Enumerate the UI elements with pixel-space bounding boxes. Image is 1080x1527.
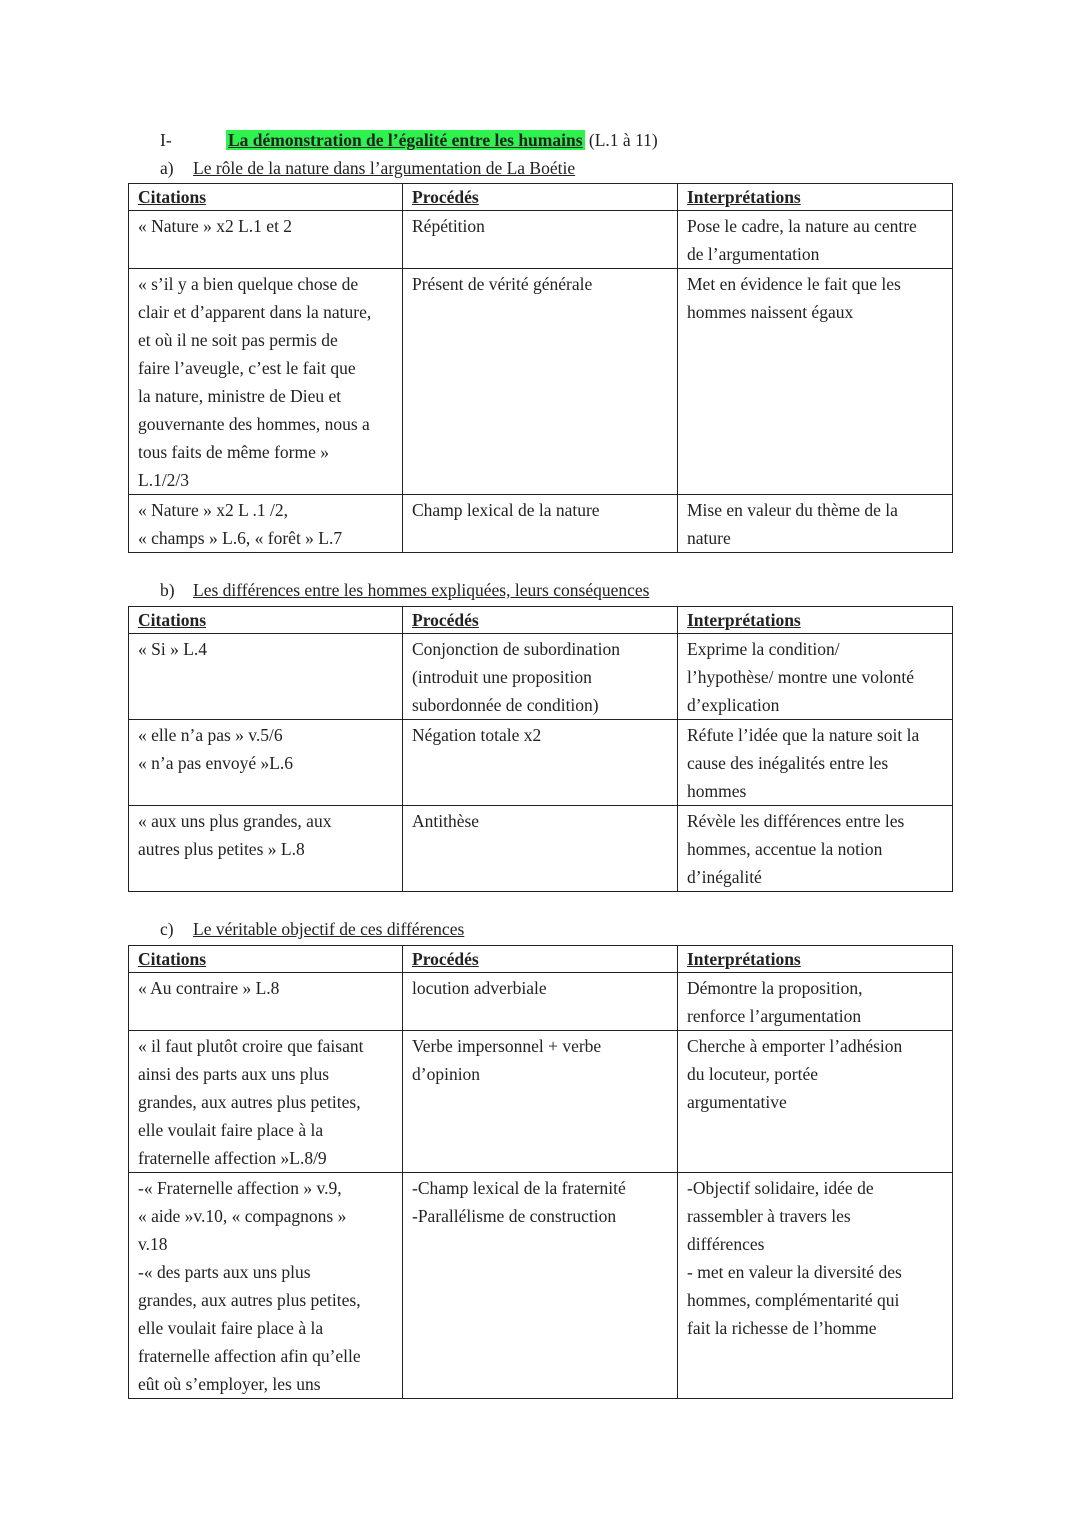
- cell-text-line: v.18: [138, 1234, 168, 1254]
- procede-cell: [403, 806, 678, 892]
- cell-text-line: Cherche à emporter l’adhésion: [687, 1036, 903, 1056]
- cell-text-line: d’explication: [687, 695, 780, 715]
- citation-cell: [129, 720, 403, 806]
- cell-text-line: grandes, aux autres plus petites,: [138, 1092, 361, 1112]
- table-row: [129, 634, 953, 720]
- cell-text-line: rassembler à travers les: [687, 1206, 851, 1226]
- interpretation-cell: [678, 1031, 953, 1173]
- table-row: [129, 269, 953, 495]
- cell-text-line: Antithèse: [412, 811, 480, 831]
- interpretation-cell: [678, 973, 953, 1031]
- cell-text-line: -Objectif solidaire, idée de: [687, 1178, 874, 1198]
- header-interpretations: Interprétations: [678, 946, 953, 973]
- header-citations: Citations: [129, 184, 403, 211]
- section-lines-ref: (L.1 à 11): [588, 130, 658, 150]
- cell-text-line: hommes, accentue la notion: [687, 839, 883, 859]
- cell-text-line: Met en évidence le fait que les: [687, 274, 901, 294]
- cell-text-line: ainsi des parts aux uns plus: [138, 1064, 330, 1084]
- interpretation-cell: [678, 495, 953, 553]
- procede-cell: [403, 634, 678, 720]
- table-row: [129, 211, 953, 269]
- cell-text-line: « champs » L.6, « forêt » L.7: [138, 528, 343, 548]
- header-citations: Citations: [129, 607, 403, 634]
- cell-text-line: - met en valeur la diversité des: [687, 1262, 902, 1282]
- cell-text-line: -« Fraternelle affection » v.9,: [138, 1178, 342, 1198]
- cell-text-line: « Nature » x2 L .1 /2,: [138, 500, 289, 520]
- cell-text-line: « s’il y a bien quelque chose de: [138, 274, 359, 294]
- citation-cell: [129, 495, 403, 553]
- cell-text-line: Démontre la proposition,: [687, 978, 863, 998]
- cell-text-line: « aux uns plus grandes, aux: [138, 811, 332, 831]
- cell-text-line: d’opinion: [412, 1064, 481, 1084]
- table-part-a: [128, 183, 953, 553]
- cell-text-line: -Parallélisme de construction: [412, 1206, 617, 1226]
- interpretation-cell: [678, 720, 953, 806]
- cell-text-line: du locuteur, portée: [687, 1064, 818, 1084]
- cell-text-line: Mise en valeur du thème de la: [687, 500, 898, 520]
- cell-text-line: fraternelle affection »L.8/9: [138, 1148, 327, 1168]
- header-procedes: Procédés: [403, 184, 678, 211]
- cell-text-line: Négation totale x2: [412, 725, 542, 745]
- table-row: [129, 495, 953, 553]
- cell-text-line: différences: [687, 1234, 765, 1254]
- cell-text-line: Présent de vérité générale: [412, 274, 593, 294]
- table-row: [129, 720, 953, 806]
- part-title: Le véritable objectif de ces différences: [193, 919, 465, 939]
- cell-text-line: grandes, aux autres plus petites,: [138, 1290, 361, 1310]
- part-a-heading: [160, 156, 575, 180]
- table-row: [129, 973, 953, 1031]
- citation-cell: [129, 634, 403, 720]
- cell-text-line: autres plus petites » L.8: [138, 839, 305, 859]
- table-header-row: [129, 607, 953, 634]
- procede-cell: [403, 1173, 678, 1399]
- procede-cell: [403, 495, 678, 553]
- citation-cell: [129, 973, 403, 1031]
- procede-cell: [403, 720, 678, 806]
- citation-cell: [129, 269, 403, 495]
- header-interpretations: Interprétations: [678, 607, 953, 634]
- cell-text-line: Pose le cadre, la nature au centre: [687, 216, 917, 236]
- cell-text-line: d’inégalité: [687, 867, 762, 887]
- cell-text-line: (introduit une proposition: [412, 667, 592, 687]
- cell-text-line: l’hypothèse/ montre une volonté: [687, 667, 914, 687]
- cell-text-line: fraternelle affection afin qu’elle: [138, 1346, 361, 1366]
- cell-text-line: de l’argumentation: [687, 244, 820, 264]
- cell-text-line: « il faut plutôt croire que faisant: [138, 1036, 364, 1056]
- cell-text-line: subordonnée de condition): [412, 695, 599, 715]
- table-row: [129, 1173, 953, 1399]
- cell-text-line: hommes naissent égaux: [687, 302, 854, 322]
- cell-text-line: et où il ne soit pas permis de: [138, 330, 338, 350]
- cell-text-line: gouvernante des hommes, nous a: [138, 414, 370, 434]
- cell-text-line: Répétition: [412, 216, 485, 236]
- cell-text-line: tous faits de même forme »: [138, 442, 329, 462]
- cell-text-line: Révèle les différences entre les: [687, 811, 905, 831]
- cell-text-line: Verbe impersonnel + verbe: [412, 1036, 602, 1056]
- cell-text-line: L.1/2/3: [138, 470, 190, 490]
- table-header-row: [129, 184, 953, 211]
- procede-cell: [403, 973, 678, 1031]
- part-letter: b): [160, 580, 175, 600]
- cell-text-line: « Nature » x2 L.1 et 2: [138, 216, 293, 236]
- cell-text-line: hommes, complémentarité qui: [687, 1290, 900, 1310]
- cell-text-line: la nature, ministre de Dieu et: [138, 386, 342, 406]
- table-row: [129, 806, 953, 892]
- cell-text-line: clair et d’apparent dans la nature,: [138, 302, 372, 322]
- cell-text-line: -Champ lexical de la fraternité: [412, 1178, 626, 1198]
- section-heading: [160, 128, 658, 152]
- cell-text-line: Champ lexical de la nature: [412, 500, 600, 520]
- header-procedes: Procédés: [403, 607, 678, 634]
- table-row: [129, 1031, 953, 1173]
- cell-text-line: cause des inégalités entre les: [687, 753, 889, 773]
- table-header-row: [129, 946, 953, 973]
- part-title: Les différences entre les hommes expliquées, leurs conséquences: [193, 580, 650, 600]
- cell-text-line: « Au contraire » L.8: [138, 978, 280, 998]
- section-number: I-: [160, 130, 172, 150]
- cell-text-line: elle voulait faire place à la: [138, 1318, 324, 1338]
- cell-text-line: locution adverbiale: [412, 978, 547, 998]
- cell-text-line: -« des parts aux uns plus: [138, 1262, 311, 1282]
- citation-cell: [129, 211, 403, 269]
- citation-cell: [129, 806, 403, 892]
- cell-text-line: fait la richesse de l’homme: [687, 1318, 877, 1338]
- header-procedes: Procédés: [403, 946, 678, 973]
- interpretation-cell: [678, 1173, 953, 1399]
- cell-text-line: nature: [687, 528, 731, 548]
- procede-cell: [403, 269, 678, 495]
- part-c-heading: [160, 917, 464, 941]
- citation-cell: [129, 1031, 403, 1173]
- interpretation-cell: [678, 269, 953, 495]
- interpretation-cell: [678, 806, 953, 892]
- header-interpretations: Interprétations: [678, 184, 953, 211]
- table-part-b: [128, 606, 953, 892]
- procede-cell: [403, 1031, 678, 1173]
- cell-text-line: « aide »v.10, « compagnons »: [138, 1206, 347, 1226]
- cell-text-line: renforce l’argumentation: [687, 1006, 862, 1026]
- part-letter: a): [160, 158, 174, 178]
- cell-text-line: argumentative: [687, 1092, 787, 1112]
- interpretation-cell: [678, 211, 953, 269]
- cell-text-line: eût où s’employer, les uns: [138, 1374, 321, 1394]
- cell-text-line: hommes: [687, 781, 747, 801]
- cell-text-line: Conjonction de subordination: [412, 639, 621, 659]
- procede-cell: [403, 211, 678, 269]
- cell-text-line: « Si » L.4: [138, 639, 208, 659]
- part-letter: c): [160, 919, 174, 939]
- cell-text-line: elle voulait faire place à la: [138, 1120, 324, 1140]
- header-citations: Citations: [129, 946, 403, 973]
- cell-text-line: « elle n’a pas » v.5/6: [138, 725, 283, 745]
- interpretation-cell: [678, 634, 953, 720]
- table-part-c: [128, 945, 953, 1399]
- cell-text-line: Exprime la condition/: [687, 639, 840, 659]
- cell-text-line: « n’a pas envoyé »L.6: [138, 753, 294, 773]
- cell-text-line: Réfute l’idée que la nature soit la: [687, 725, 920, 745]
- part-title: Le rôle de la nature dans l’argumentation de La Boétie: [193, 158, 576, 178]
- citation-cell: [129, 1173, 403, 1399]
- part-b-heading: [160, 578, 649, 602]
- cell-text-line: faire l’aveugle, c’est le fait que: [138, 358, 356, 378]
- section-title: La démonstration de l’égalité entre les humains: [228, 130, 583, 150]
